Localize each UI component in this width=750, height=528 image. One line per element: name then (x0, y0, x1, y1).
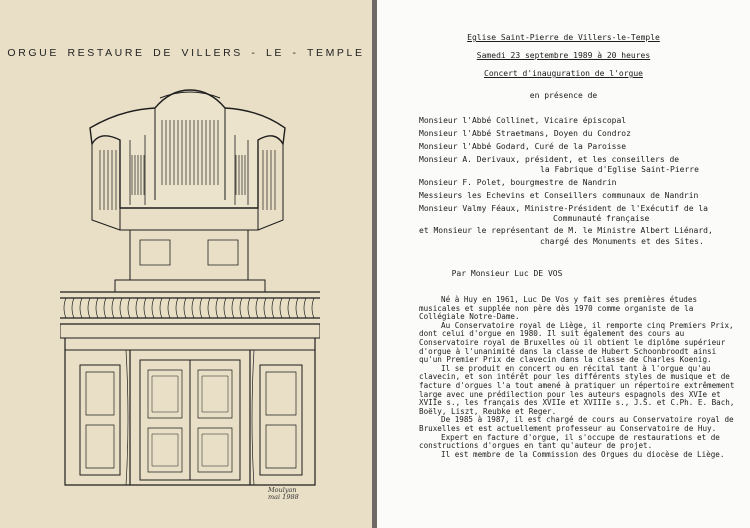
performer-line: Par Monsieur Luc DE VOS (451, 269, 563, 278)
dignitary-item: Monsieur l'Abbé Collinet, Vicaire épiscopal (419, 116, 627, 125)
bio-paragraph: Au Conservatoire royal de Liège, il remporte cinq Premiers Prix, dont celui d'orgue en 1980. Il suit également des cours au Conservatoire royal de Bruxelles où il obtient le diplôme supérieur d'orgue à l'unanimité dans la classe de Hubert Schoonbroodt ainsi qu'un Premier Prix de clavecin dans la classe de Charles Koenig. (419, 320, 734, 365)
bio-paragraph: Expert en facture d'orgue, il s'occupe de restaurations et de constructions d'orgues en tant qu'auteur de projet. (419, 432, 720, 451)
dignitary-item: Monsieur A. Derivaux, président, et les conseillers de (419, 155, 680, 164)
artist-signature: Moulyan mai 1988 (268, 486, 299, 501)
biography (419, 296, 739, 459)
dignitary-item: et Monsieur le représentant de M. le Ministre Albert Liénard, (419, 226, 713, 235)
bio-paragraph: De 1985 à 1987, il est chargé de cours au Conservatoire royal de Bruxelles et est actuellement professeur au Conservatoire de Huy. (419, 415, 734, 433)
bio-paragraph: Il est membre de la Commission des Orgues du diocèse de Liège. (441, 449, 725, 459)
concert-date: Samedi 23 septembre 1989 à 20 heures (476, 51, 651, 60)
dignitary-item: chargé des Monuments et des Sites. (540, 237, 704, 246)
dignitary-item: Monsieur Valmy Féaux, Ministre-Président de l'Exécutif de la (419, 204, 708, 213)
organ-drawing (60, 80, 320, 490)
cover-title: ORGUE RESTAURE DE VILLERS - LE - TEMPLE (7, 47, 365, 59)
dignitary-item: Communauté française (553, 214, 650, 223)
dignitary-item: Monsieur l'Abbé Godard, Curé de la Paroisse (419, 142, 627, 151)
church-name: Eglise Saint-Pierre de Villers-le-Temple (467, 33, 660, 42)
dignitary-item: Messieurs les Echevins et Conseillers communaux de Nandrin (419, 191, 699, 200)
dignitary-item: Monsieur F. Polet, bourgmestre de Nandrin (419, 178, 617, 187)
bio-paragraph: Il se produit en concert ou en récital tant à l'orgue qu'au clavecin, et son intérêt pour les différents styles de musique et de facture d'orgues l'a tout amené à pratiquer un répertoire extrêmement large avec une prédilection pour les auteurs espagnols des XVIe et XVIIe s., les français des XVIIe et XVIIIe s., J.S. et C.Ph. E. Bach, Boëly, Liszt, Reubke et Reger. (419, 363, 735, 416)
bio-paragraph: Né à Huy en 1961, Luc De Vos y fait ses premières études musicales et supplée non père dès 1970 comme organiste de la Collégiale Notre-Dame. (419, 295, 698, 322)
dignitary-item: la Fabrique d'Eglise Saint-Pierre (540, 165, 699, 174)
presence-line: en présence de (529, 91, 598, 100)
event-title: Concert d'inauguration de l'orgue (484, 69, 643, 78)
dignitary-item: Monsieur l'Abbé Straetmans, Doyen du Condroz (419, 129, 631, 138)
cover-page (0, 0, 372, 528)
